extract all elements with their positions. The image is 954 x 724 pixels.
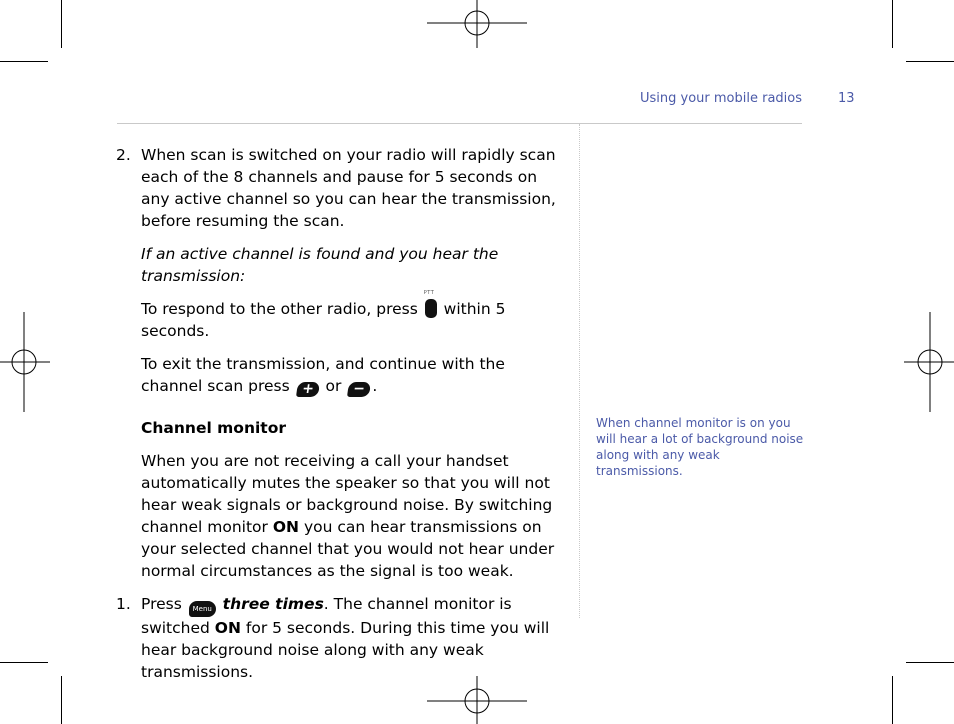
step-number: 2. — [116, 146, 131, 164]
registration-mark-right — [904, 312, 954, 412]
channel-monitor-on: ON — [272, 518, 299, 536]
step-1 — [116, 593, 568, 683]
channel-monitor-description — [141, 450, 568, 582]
exit-text-before: To exit the transmission, and continue with the channel scan press — [141, 355, 505, 395]
crop-mark — [61, 676, 62, 724]
step-1-on: ON — [214, 619, 241, 637]
crop-mark — [61, 0, 62, 48]
exit-text-after: . — [372, 377, 378, 395]
respond-text-before: To respond to the other radio, press — [141, 300, 418, 318]
registration-mark-bottom — [427, 676, 527, 724]
italic-note: If an active channel is found and you hear the transmission: — [141, 245, 499, 285]
minus-button-icon: − — [347, 382, 371, 397]
crop-mark — [892, 0, 893, 48]
channel-monitor-heading: Channel monitor — [141, 419, 287, 437]
crop-mark — [906, 662, 954, 663]
main-content — [116, 144, 568, 683]
header-divider — [117, 123, 802, 124]
plus-button-icon: + — [296, 382, 320, 397]
step-2 — [116, 144, 568, 582]
respond-text-after: within 5 seconds. — [141, 300, 506, 340]
step-number: 1. — [116, 595, 131, 613]
respond-instruction — [141, 290, 568, 342]
channel-monitor-desc-after: you can hear transmissions on your selected channel that you would not hear under normal circumstances as the signal is too weak. — [141, 518, 555, 580]
page-number: 13 — [838, 91, 855, 106]
step-1-rest: for 5 seconds. During this time you will hear background noise along with any weak transmissions. — [141, 619, 550, 681]
side-note: When channel monitor is on you will hear a lot of background noise along with any weak transmissions. — [596, 416, 804, 478]
ptt-button-icon — [423, 290, 437, 318]
crop-mark — [906, 61, 954, 62]
column-divider — [579, 124, 580, 618]
step-1-text — [141, 593, 568, 683]
ptt-label: PTT — [423, 290, 435, 296]
section-title: Using your mobile radios — [639, 91, 802, 106]
three-times: three times — [222, 595, 324, 613]
crop-mark — [0, 61, 48, 62]
exit-or: or — [325, 377, 342, 395]
registration-mark-top — [427, 0, 527, 48]
step-2-text: When scan is switched on your radio will rapidly scan each of the 8 channels and pause for 5 seconds on any active channel so you can hear the transmission, before resuming the scan. — [141, 146, 556, 230]
crop-mark — [892, 676, 893, 724]
menu-button-icon: Menu — [189, 601, 216, 617]
channel-monitor-desc-before: When you are not receiving a call your handset automatically mutes the speaker so that you will not hear weak signals or background noise. By switching channel monitor — [141, 452, 553, 536]
crop-mark — [0, 662, 48, 663]
step-1-after: . The channel monitor is switched — [141, 595, 512, 637]
registration-mark-left — [0, 312, 50, 412]
exit-instruction — [141, 353, 568, 397]
step-1-press: Press — [141, 595, 182, 613]
